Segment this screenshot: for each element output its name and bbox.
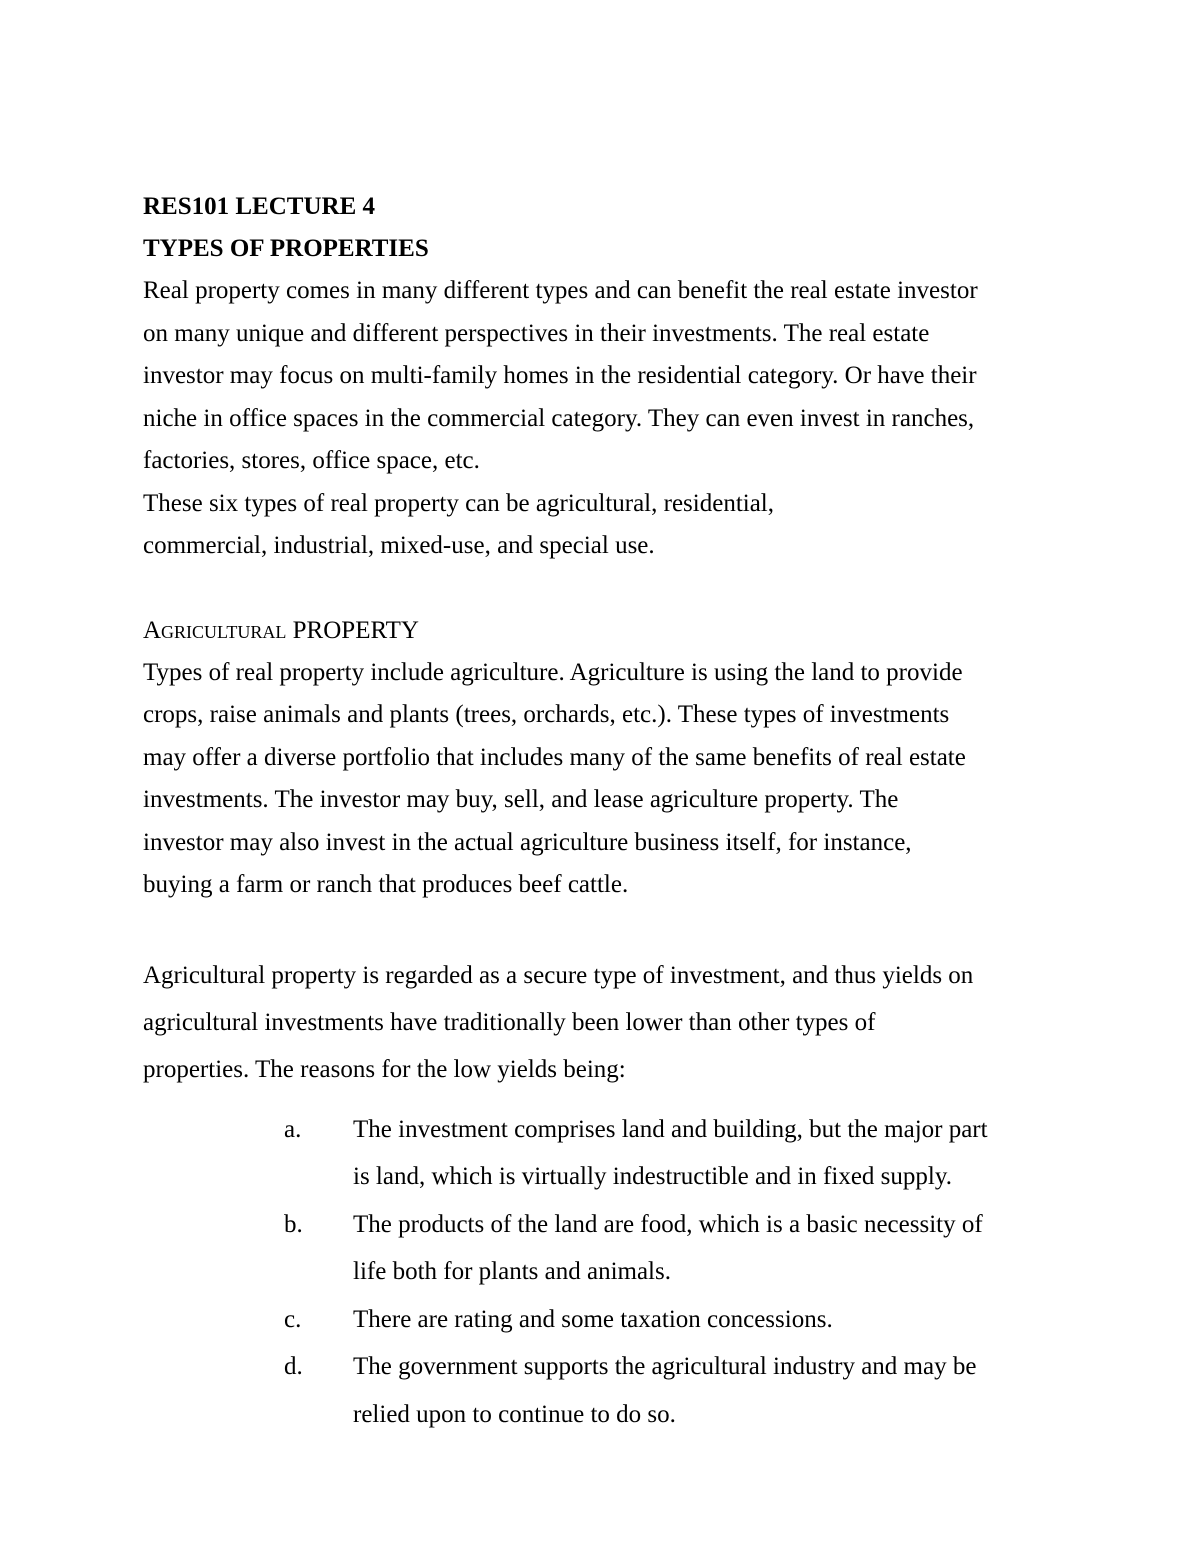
section-heading-agricultural <box>143 610 1073 652</box>
list-marker: c. <box>284 1305 302 1333</box>
list-item <box>143 1296 1073 1344</box>
course-title: RES101 LECTURE 4 <box>143 193 375 220</box>
intro-paragraph <box>143 270 1073 483</box>
text-line: Types of real property include agriculture. Agriculture is using the land to provide <box>143 658 963 686</box>
text-line: is land, which is virtually indestructible and in fixed supply. <box>353 1163 952 1190</box>
text-line: The government supports the agricultural industry and may be <box>353 1353 977 1380</box>
section-heading-smallcaps: Agricultural <box>143 616 287 644</box>
text-line: factories, stores, office space, etc. <box>143 447 480 474</box>
text-line: life both for plants and animals. <box>353 1258 671 1285</box>
text-line: buying a farm or ranch that produces beef cattle. <box>143 871 629 898</box>
list-marker: d. <box>284 1353 303 1380</box>
yields-paragraph <box>143 952 1073 1093</box>
text-line: investor may also invest in the actual agriculture business itself, for instance, <box>143 828 912 856</box>
text-line: investor may focus on multi-family homes in the residential category. Or have their <box>143 362 977 389</box>
text-line: crops, raise animals and plants (trees, orchards, etc.). These types of investments <box>143 701 950 728</box>
list-item <box>143 1343 1073 1438</box>
section-heading-rest: PROPERTY <box>286 616 419 644</box>
list-marker: b. <box>284 1210 303 1238</box>
list-item <box>143 1106 1073 1201</box>
text-line: Real property comes in many different types and can benefit the real estate investor <box>143 277 978 304</box>
text-line: Agricultural property is regarded as a secure type of investment, and thus yields on <box>143 961 974 989</box>
text-line: relied upon to continue to do so. <box>353 1400 676 1428</box>
document-body <box>143 186 1073 1438</box>
spacer <box>143 568 1073 610</box>
text-line: properties. The reasons for the low yields being: <box>143 1055 626 1083</box>
text-line: The products of the land are food, which is a basic necessity of <box>353 1210 983 1238</box>
topic-title: TYPES OF PROPERTIES <box>143 235 429 262</box>
agricultural-paragraph <box>143 652 1073 907</box>
text-line: These six types of real property can be agricultural, residential, <box>143 489 775 517</box>
text-line: There are rating and some taxation concessions. <box>353 1305 833 1333</box>
spacer <box>143 907 1073 952</box>
reasons-list <box>143 1106 1073 1439</box>
text-line: investments. The investor may buy, sell, and lease agriculture property. The <box>143 786 899 813</box>
text-line: on many unique and different perspectives in their investments. The real estate <box>143 319 930 347</box>
text-line: niche in office spaces in the commercial category. They can even invest in ranches, <box>143 404 975 432</box>
text-line: may offer a diverse portfolio that includes many of the same benefits of real estate <box>143 743 966 771</box>
text-line: commercial, industrial, mixed-use, and special use. <box>143 532 655 559</box>
list-marker: a. <box>284 1115 302 1143</box>
property-types-paragraph <box>143 483 1073 568</box>
text-line: The investment comprises land and building, but the major part <box>353 1115 988 1143</box>
text-line: agricultural investments have traditionally been lower than other types of <box>143 1008 876 1036</box>
list-item <box>143 1201 1073 1296</box>
